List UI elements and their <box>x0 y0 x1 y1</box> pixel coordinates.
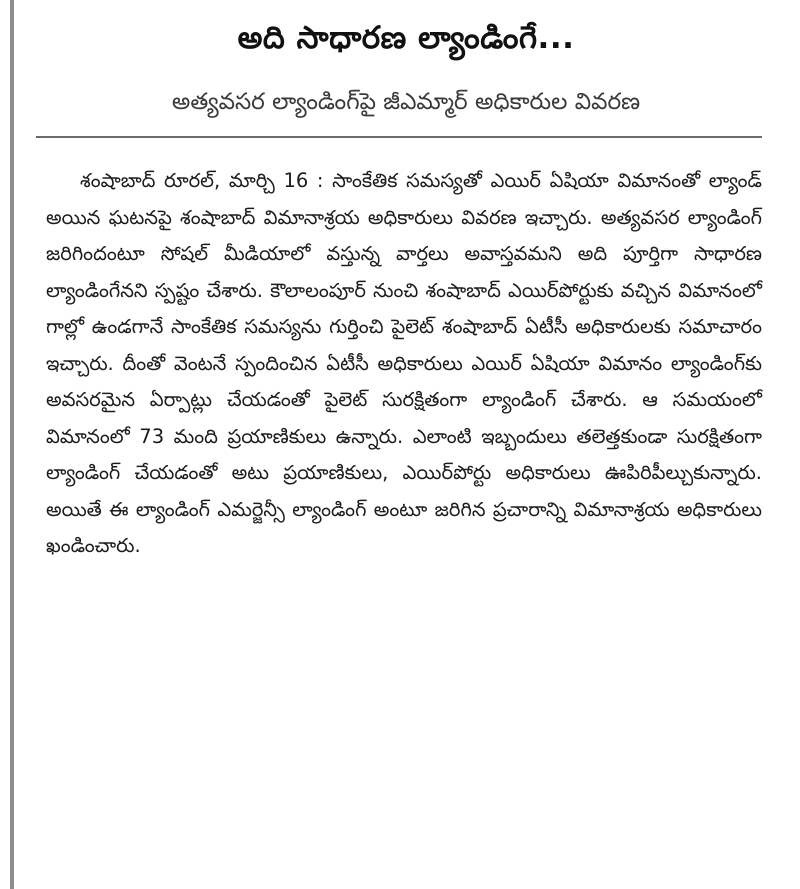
article-headline: అది సాధారణ ల్యాండింగే... <box>237 20 575 56</box>
column-divider <box>10 0 14 889</box>
article-subheadline: అత్యవసర ల్యాండింగ్‌పై జీఎమ్మార్ అధికారుల వివరణ <box>171 89 641 115</box>
news-article <box>30 0 782 889</box>
article-body: శంషాబాద్ రూరల్, మార్చి 16 : సాంకేతిక సమస్యతో ఎయిర్ ఏషియా విమానంతో ల్యాండ్ అయిన ఘటనపై శంషాబాద్ విమానాశ్రయ అధికారులు వివరణ ఇచ్చారు. అత్యవసర ల్యాండింగ్ జరిగిందంటూ సోషల్ మీడియాలో వస్తున్న వార్తలు అవాస్తవమని అది పూర్తిగా సాధారణ ల్యాండింగేనని స్పష్టం చేశారు. కౌలాలంపూర్ నుంచి శంషాబాద్ ఎయిర్‌పోర్టుకు వచ్చిన విమానంలో గాల్లో ఉండగానే సాంకేతిక సమస్యను గుర్తించి పైలెట్ శంషాబాద్ ఏటీసీ అధికారులకు సమాచారం ఇచ్చారు. దీంతో వెంటనే స్పందించిన ఏటీసీ అధికారులు ఎయిర్ ఏషియా విమానం ల్యాండింగ్‌కు అవసరమైన ఏర్పాట్లు చేయడంతో పైలెట్ సురక్షితంగా ల్యాండింగ్ చేశారు. ఆ సమయంలో విమానంలో 73 మంది ప్రయాణికులు ఉన్నారు. ఎలాంటి ఇబ్బందులు తలెత్తకుండా సురక్షితంగా ల్యాండింగ్ చేయడంతో అటు ప్రయాణికులు, ఎయిర్‌పోర్టు అధికారులు ఊపిరిపీల్చుకున్నారు. అయితే ఈ ల్యాండింగ్ ఎమర్జెన్సీ ల్యాండింగ్ అంటూ జరిగిన ప్రచారాన్ని విమానాశ్రయ అధికారులు ఖండించారు. <box>46 169 762 557</box>
subheadline-underline <box>36 136 762 138</box>
